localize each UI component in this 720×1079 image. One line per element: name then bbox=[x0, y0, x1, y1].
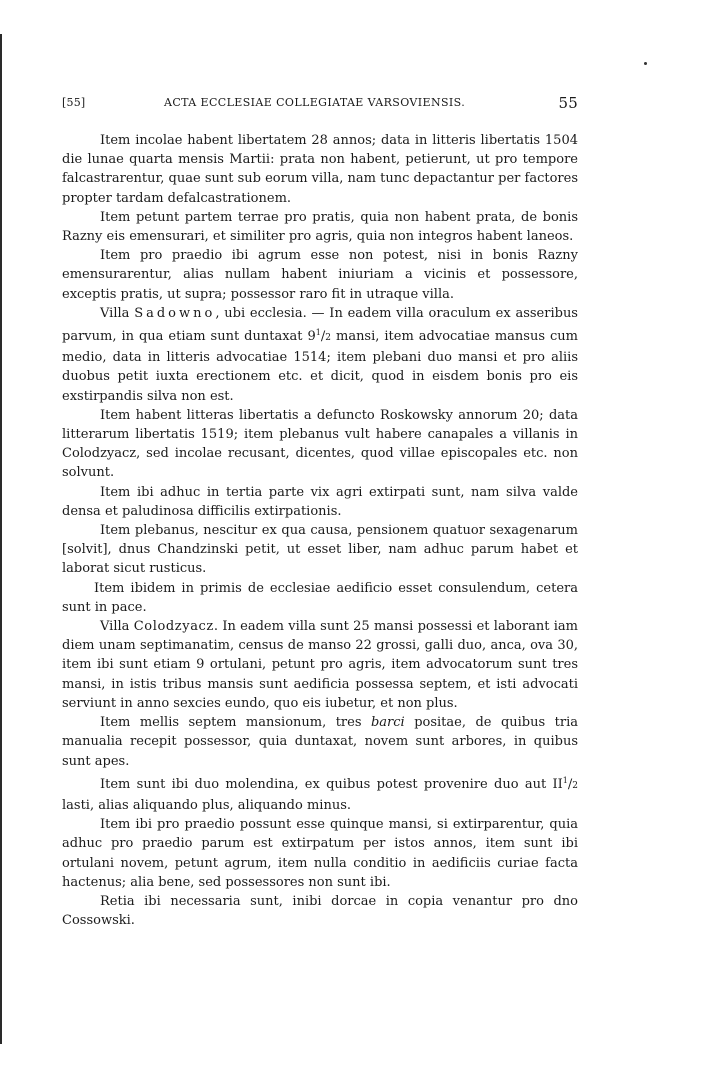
fraction-denominator: 2 bbox=[572, 780, 578, 791]
section-number: [55] bbox=[62, 96, 86, 109]
villa-label: Villa bbox=[100, 619, 130, 635]
running-header bbox=[62, 94, 578, 114]
fraction-denominator: 2 bbox=[325, 333, 331, 344]
paragraph-13: Retia ibi necessaria sunt, inibi dorcae in copia venantur pro dno Cossowski. bbox=[62, 893, 578, 929]
paragraph-9 bbox=[62, 617, 578, 713]
scan-edge-rule bbox=[0, 34, 2, 1044]
running-title: ACTA ECCLESIAE COLLEGIATAE VARSOVIENSIS. bbox=[164, 96, 466, 109]
paragraph-4-text-a: , ubi ecclesia. — In eadem villa oraculum ex asseribus parvum, in qua etiam sunt duntaxat 9 bbox=[62, 305, 578, 345]
paragraph-3: Item pro praedio ibi agrum esse non potest, nisi in bonis Razny emensurarentur, alias nullam habent iniuriam a vicinis et possessore, exceptis pratis, ut supra; possessor raro fit in utraque villa. bbox=[62, 248, 578, 302]
paragraph-10-text-a: Item mellis septem mansionum, tres bbox=[100, 715, 371, 731]
paragraph-11-text-a: Item sunt ibi duo molendina, ex quibus potest provenire duo aut II bbox=[100, 776, 563, 792]
paragraph-12: Item ibi pro praedio possunt esse quinque mansi, si extirparentur, quia adhuc pro praedio parum est extirpatum per istos annos, item sunt ibi ortulani novem, petunt agrum, item nulla conditio in aedificiis curiae facta hactenus; alia bene, sed possessores non sunt ibi. bbox=[62, 817, 578, 890]
paragraph-10 bbox=[62, 713, 578, 771]
fraction-numerator: 1 bbox=[562, 775, 568, 785]
paragraph-9-text: . In eadem villa sunt 25 mansi possessi et laborant iam diem unam septimanatim, census de manso 22 grossi, galli duo, anca, ova 30, item ibi sunt etiam 9 ortulani, petunt pro agris, item advocatorum sunt tres mansi, in istis tribus mansis sunt aedificia possessa septem, et isti advocati serviunt in anno sexcies eundo, quo eis iubetur, et non plus. bbox=[62, 619, 578, 711]
paragraph-11-text-b: lasti, alias aliquando plus, aliquando minus. bbox=[62, 797, 351, 813]
body-text bbox=[62, 131, 578, 930]
paragraph-10-text-b: positae, de quibus tria manualia recepit possessor, quia duntaxat, novem sunt arbores, in quibus sunt apes. bbox=[62, 715, 578, 769]
paragraph-4: Villa Sadowno, ubi ecclesia. — In eadem villa oraculum ex asseribus parvum, in qua etiam sunt duntaxat $9^1/2$ mansi, item advocatiae mansus cum medio, data in litteris advocatiae 1514; item plebani duo mansi et pro aliis duobus petit iuxta erectionem etc. et dicit, quod in eisdem bonis pro eis exstirpandis silva non est. bbox=[62, 305, 578, 404]
place-name-colodzyacz: Colodzyacz bbox=[133, 619, 214, 635]
scan-speck bbox=[644, 62, 647, 65]
paragraph-5: Item habent litteras libertatis a defuncto Roskowsky annorum 20; data litterarum libertatis 1519; item plebanus vult habere canapales a villanis in Colodzyacz, sed incolae recusant, dicentes, quod villae episcopales etc. non solvunt. bbox=[62, 407, 578, 481]
paragraph-1: Item incolae habent libertatem 28 annos; data in litteris libertatis 1504 die lunae quarta mensis Martii: prata non habent, petierunt, ut pro tempore falcastrarentur, quae sunt sub eorum villa, nam tunc depactantur per factores propter tardam defalcastrationem. bbox=[62, 133, 578, 206]
page-number: 55 bbox=[558, 94, 578, 112]
paragraph-4-text-b: mansi, item advocatiae mansus cum medio, data in litteris advocatiae 1514; item plebani duo mansi et pro aliis duobus petit iuxta erectionem etc. et dicit, quod in eisdem bonis pro eis exstirpandis silva non est. bbox=[62, 329, 578, 404]
paragraph-11: Item sunt ibi duo molendina, ex quibus potest provenire duo aut $II^1/2$ lasti, alias aliquando plus, aliquando minus. bbox=[62, 775, 578, 813]
italic-term: barci bbox=[370, 715, 405, 731]
fraction-numerator: 1 bbox=[315, 328, 321, 338]
villa-label: Villa bbox=[100, 305, 130, 321]
paragraph-7: Item plebanus, nescitur ex qua causa, pensionem quatuor sexagenarum [solvit], dnus Chandzinski petit, ut esset liber, nam adhuc parum habet et laborat sicut rusticus. bbox=[62, 523, 578, 577]
paragraph-8: Item ibidem in primis de ecclesiae aedificio esset consulendum, cetera sunt in pace. bbox=[62, 580, 578, 615]
place-name-sadowno: Sadowno bbox=[134, 305, 216, 321]
paragraph-2: Item petunt partem terrae pro pratis, quia non habent prata, de bonis Razny eis emensurari, et similiter pro agris, quia non integros habent laneos. bbox=[62, 209, 578, 245]
paragraph-6: Item ibi adhuc in tertia parte vix agri extirpati sunt, nam silva valde densa et paludinosa difficilis extirpationis. bbox=[62, 484, 578, 519]
